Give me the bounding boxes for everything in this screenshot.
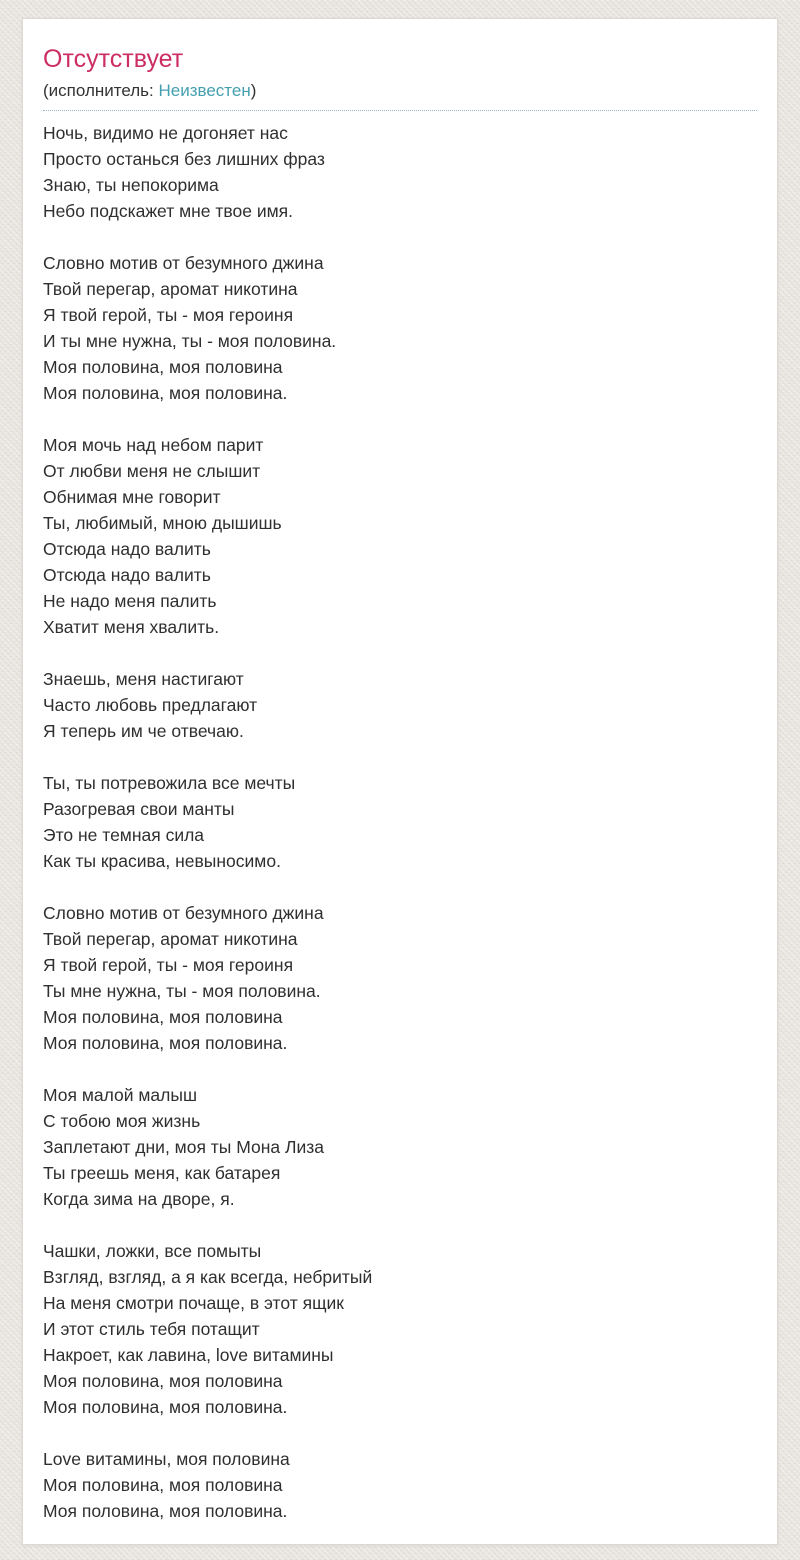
stanza: Ты, ты потревожила все мечты Разогревая свои манты Это не темная сила Как ты красива, невыносимо. (43, 773, 296, 871)
artist-link[interactable]: Неизвестен (158, 80, 251, 100)
artist-line (43, 80, 757, 111)
stanza: Ночь, видимо не догоняет нас Просто останься без лишних фраз Знаю, ты непокорима Небо подскажет мне твое имя. (43, 123, 325, 221)
stanza: Знаешь, меня настигают Часто любовь предлагают Я теперь им че отвечаю. (43, 669, 258, 741)
artist-label-open: (исполнитель: (43, 80, 159, 100)
artist-label-close: ) (250, 80, 257, 100)
lyrics-text (43, 120, 757, 1524)
stanza: Моя мочь над небом парит От любви меня не слышит Обнимая мне говорит Ты, любимый, мною дышишь Отсюда надо валить Отсюда надо валить Не надо меня палить Хватит меня хвалить. (43, 435, 282, 637)
stanza: Моя малой малыш С тобою моя жизнь Заплетают дни, моя ты Мона Лиза Ты греешь меня, как батарея Когда зима на дворе, я. (43, 1085, 325, 1209)
stanza: Словно мотив от безумного джина Твой перегар, аромат никотина Я твой герой, ты - моя героиня И ты мне нужна, ты - моя половина. Моя половина, моя половина Моя половина, моя половина. (43, 253, 337, 403)
lyrics-card (22, 18, 778, 1545)
song-title: Отсутствует (43, 45, 184, 73)
stanza: Словно мотив от безумного джина Твой перегар, аромат никотина Я твой герой, ты - моя героиня Ты мне нужна, ты - моя половина. Моя половина, моя половина Моя половина, моя половина. (43, 903, 324, 1053)
stanza: Чашки, ложки, все помыты Взгляд, взгляд, а я как всегда, небритый На меня смотри почаще, в этот ящик И этот стиль тебя потащит Накроет, как лавина, love витамины Моя половина, моя половина Моя половина, моя половина. (43, 1241, 373, 1417)
stanza: Love витамины, моя половина Моя половина, моя половина Моя половина, моя половина. (43, 1449, 290, 1521)
